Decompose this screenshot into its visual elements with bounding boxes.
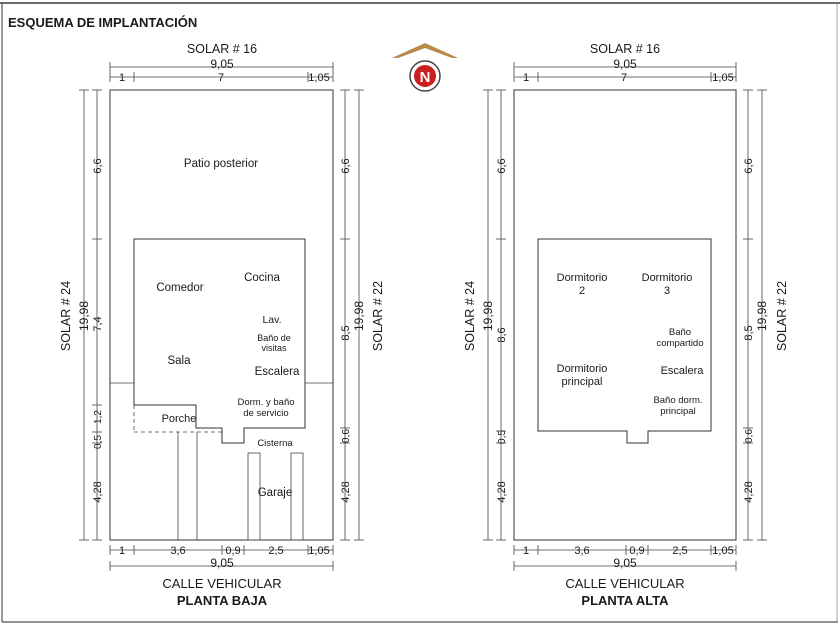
baja-top-total: 9,05	[210, 57, 234, 71]
baja-left-total: 19,98	[77, 300, 91, 332]
alta-left-seg-0: 6,6	[496, 158, 508, 174]
baja-right-seg-2: 0,6	[341, 429, 352, 443]
alta-bottom-seg-0: 1	[522, 545, 530, 557]
baja-right-neighbor: SOLAR # 22	[371, 280, 385, 352]
alta-right-neighbor: SOLAR # 22	[775, 280, 789, 352]
alta-room-dorm2-2: 2	[578, 285, 586, 297]
alta-room-dorm-princ-1: Dormitorio	[556, 363, 608, 375]
alta-right-seg-2: 0,6	[744, 429, 755, 443]
baja-room-bano-visitas-2: visitas	[261, 343, 287, 353]
north-compass-icon	[392, 43, 458, 91]
alta-left-total: 19,98	[481, 300, 495, 332]
alta-room-dorm2-1: Dormitorio	[556, 272, 608, 284]
baja-street: CALLE VEHICULAR	[162, 576, 282, 591]
alta-room-bano-comp-1: Baño	[668, 327, 692, 338]
baja-room-sala: Sala	[167, 355, 191, 367]
alta-right-seg-0: 6,6	[743, 158, 755, 174]
baja-room-cisterna: Cisterna	[257, 438, 293, 449]
baja-bottom-seg-0: 1	[118, 545, 126, 557]
baja-right-seg-3: 4,28	[340, 481, 352, 503]
baja-bottom-seg-4: 1,05	[308, 545, 330, 557]
baja-caption: PLANTA BAJA	[176, 593, 268, 608]
alta-bottom-seg-2: 0,9	[629, 545, 645, 557]
alta-street: CALLE VEHICULAR	[565, 576, 685, 591]
alta-lot-boundary	[514, 90, 736, 540]
alta-bottom-seg-4: 1,05	[712, 545, 734, 557]
baja-left-neighbor: SOLAR # 24	[59, 280, 73, 352]
alta-left-seg-3: 4,28	[496, 481, 508, 503]
baja-garage-strip-right	[291, 453, 303, 540]
alta-top-seg-2: 1,05	[712, 72, 734, 84]
baja-room-cocina: Cocina	[244, 272, 280, 284]
alta-top-seg-1: 7	[620, 72, 628, 84]
baja-left-seg-1: 7,4	[92, 316, 104, 332]
baja-room-dorm-servicio-2: de servicio	[243, 408, 289, 419]
baja-room-dorm-servicio-1: Dorm. y baño	[237, 397, 295, 408]
alta-room-dorm-princ-2: principal	[561, 376, 603, 388]
baja-room-lav: Lav.	[262, 314, 282, 326]
alta-right-seg-3: 4,28	[743, 481, 755, 503]
sheet-title: ESQUEMA DE IMPLANTACIÓN	[8, 15, 198, 30]
plan-planta-alta	[463, 42, 789, 608]
alta-room-bano-dorm-1: Baño dorm.	[653, 395, 703, 406]
alta-left-neighbor: SOLAR # 24	[463, 280, 477, 352]
baja-bottom-seg-1: 3,6	[170, 545, 186, 557]
alta-room-bano-dorm-2: principal	[660, 406, 696, 417]
baja-bottom-seg-3: 2,5	[268, 545, 284, 557]
baja-bottom-seg-2: 0,9	[225, 545, 241, 557]
plan-planta-baja	[59, 42, 385, 608]
alta-top-seg-0: 1	[522, 72, 530, 84]
baja-left-seg-4: 4,28	[92, 481, 104, 503]
alta-room-dorm3-2: 3	[663, 285, 671, 297]
compass-roof	[392, 43, 458, 58]
baja-top-neighbor: SOLAR # 16	[186, 42, 258, 56]
baja-room-garaje: Garaje	[257, 487, 293, 499]
alta-left-seg-2: 0,5	[497, 430, 508, 444]
alta-right-total: 19,98	[755, 300, 769, 332]
alta-top-total: 9,05	[613, 57, 637, 71]
baja-right-total: 19,98	[352, 300, 366, 332]
baja-left-seg-3: 1,2	[93, 410, 104, 424]
alta-room-escalera: Escalera	[660, 365, 704, 377]
alta-bottom-seg-3: 2,5	[672, 545, 688, 557]
baja-top-seg-1: 7	[217, 72, 225, 84]
baja-top-seg-2: 1,05	[308, 72, 330, 84]
alta-bottom-seg-1: 3,6	[574, 545, 590, 557]
baja-top-seg-0: 1	[118, 72, 126, 84]
alta-caption: PLANTA ALTA	[581, 593, 669, 608]
alta-top-neighbor: SOLAR # 16	[589, 42, 661, 56]
baja-bottom-total: 9,05	[210, 556, 234, 570]
baja-room-comedor: Comedor	[156, 282, 204, 294]
baja-room-porche: Porche	[161, 413, 197, 425]
baja-right-seg-1: 8,5	[340, 325, 352, 341]
alta-room-bano-comp-2: compartido	[656, 338, 704, 349]
baja-left-seg-2: 0,5	[93, 435, 104, 449]
baja-room-escalera: Escalera	[254, 366, 300, 378]
baja-left-seg-0: 6,6	[92, 158, 104, 174]
compass-letter: N	[419, 69, 431, 86]
alta-bottom-total: 9,05	[613, 556, 637, 570]
baja-room-patio: Patio posterior	[183, 158, 259, 170]
alta-room-dorm3-1: Dormitorio	[641, 272, 693, 284]
baja-room-bano-visitas-1: Baño de	[257, 333, 291, 343]
alta-left-seg-1: 8,6	[496, 327, 508, 343]
alta-right-seg-1: 8,5	[743, 325, 755, 341]
baja-right-seg-0: 6,6	[340, 158, 352, 174]
